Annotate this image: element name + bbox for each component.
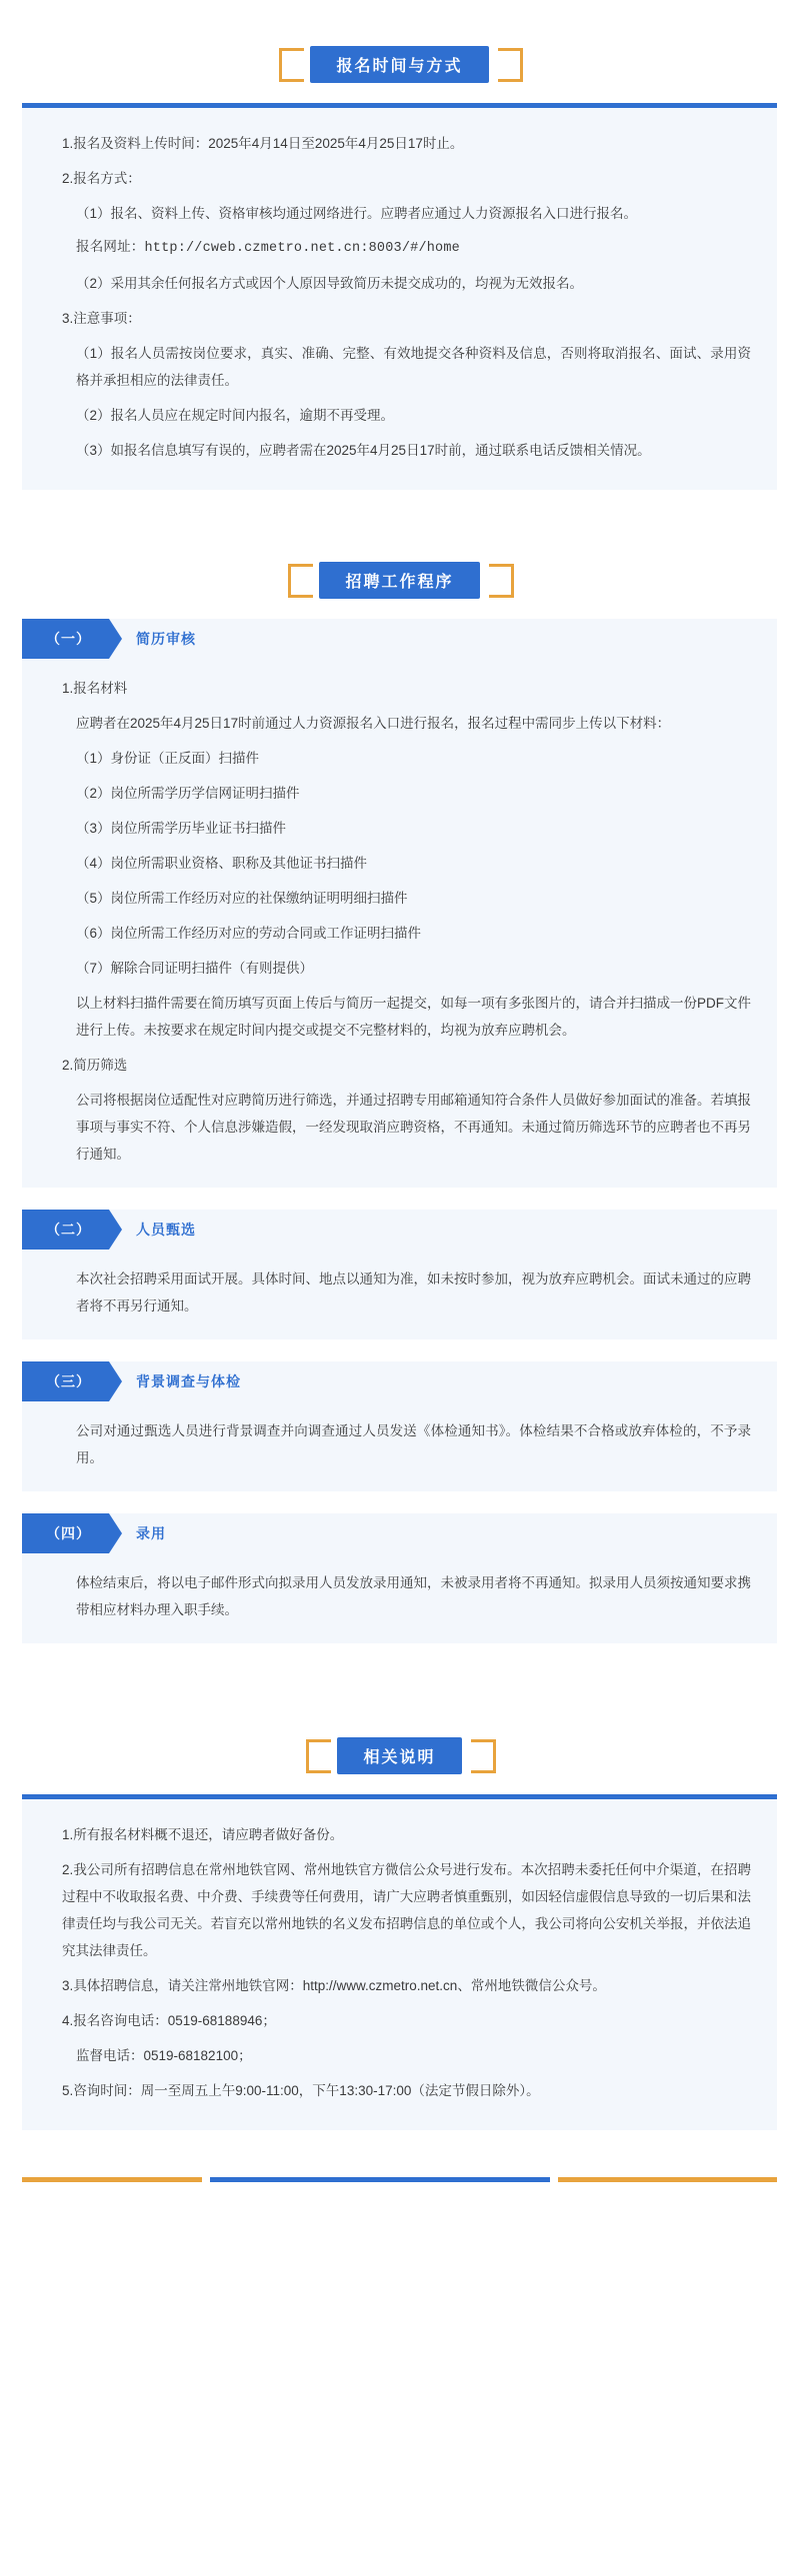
procedure-step-card [22, 1513, 777, 1643]
chevron-right-icon [109, 1513, 122, 1553]
paragraph: 应聘者在2025年4月25日17时前通过人力资源报名入口进行报名，报名过程中需同步上传以下材料： [76, 716, 671, 731]
notes-card [22, 1794, 777, 2130]
paragraph: （6）岗位所需工作经历对应的劳动合同或工作证明扫描件 [76, 926, 422, 941]
registration-card [22, 103, 777, 490]
paragraph: 1.所有报名材料概不退还，请应聘者做好备份。 [62, 1827, 344, 1842]
procedure-step-header [22, 619, 777, 659]
footer-bar-left [22, 2177, 202, 2182]
paragraph: 5.咨询时间：周一至周五上午9:00-11:00，下午13:30-17:00（法定节假日除外）。 [62, 2083, 540, 2098]
section-header-notes [0, 1691, 799, 1786]
procedure-step-body [22, 1250, 777, 1339]
step-number: （二） [22, 1210, 109, 1250]
section-header-procedure [0, 516, 799, 611]
paragraph: 3.注意事项： [62, 311, 141, 326]
paragraph: （2）报名人员应在规定时间内报名，逾期不再受理。 [76, 408, 395, 423]
paragraph: 本次社会招聘采用面试开展。具体时间、地点以通知为准，如未按时参加，视为放弃应聘机会。面试未通过的应聘者将不再另行通知。 [76, 1272, 751, 1313]
paragraph: （2）岗位所需学历学信网证明扫描件 [76, 786, 300, 801]
footer-ornament [0, 2156, 799, 2182]
procedure-step-card [22, 1210, 777, 1339]
paragraph: 2.我公司所有招聘信息在常州地铁官网、常州地铁官方微信公众号进行发布。本次招聘未委托任何中介渠道，在招聘过程中不收取报名费、中介费、手续费等任何费用，请广大应聘者慎重甄别，如因轻信虚假信息导致的一切后果和法律责任均与我公司无关。若盲充以常州地铁的名义发布招聘信息的单位或个人，我公司将向公安机关举报，并依法追究其法律责任。 [62, 1862, 751, 1958]
footer-bar-center [210, 2177, 550, 2182]
paragraph: （1）报名、资料上传、资格审核均通过网络进行。应聘者应通过人力资源报名入口进行报名。 [76, 206, 638, 221]
section-title-notes: 相关说明 [337, 1737, 461, 1774]
bracket-right-ornament [471, 1739, 493, 1773]
bracket-left-ornament [279, 48, 301, 82]
notes-card-body [22, 1799, 777, 2130]
paragraph: 2.报名方式： [62, 171, 141, 186]
section-header-registration [0, 0, 799, 95]
procedure-step-body [22, 659, 777, 1188]
bracket-left-ornament [306, 1739, 328, 1773]
paragraph: 3.具体招聘信息，请关注常州地铁官网：http://www.czmetro.net.cn、常州地铁微信公众号。 [62, 1978, 606, 1993]
footer-bar-right [558, 2177, 777, 2182]
paragraph: 公司将根据岗位适配性对应聘简历进行筛选，并通过招聘专用邮箱通知符合条件人员做好参加面试的准备。若填报事项与事实不符、个人信息涉嫌造假，一经发现取消应聘资格，不再通知。未通过简历筛选环节的应聘者也不再另行通知。 [76, 1093, 751, 1162]
procedure-step-header [22, 1513, 777, 1553]
paragraph: 1.报名及资料上传时间：2025年4月14日至2025年4月25日17时止。 [62, 136, 464, 151]
procedure-step-body [22, 1401, 777, 1491]
procedure-step-body [22, 1553, 777, 1643]
paragraph: （4）岗位所需职业资格、职称及其他证书扫描件 [76, 856, 368, 871]
paragraph: （7）解除合同证明扫描件（有则提供） [76, 961, 314, 976]
procedure-step-header [22, 1361, 777, 1401]
paragraph: （1）报名人员需按岗位要求，真实、准确、完整、有效地提交各种资料及信息，否则将取消报名、面试、录用资格并承担相应的法律责任。 [76, 346, 751, 388]
step-number: （三） [22, 1361, 109, 1401]
paragraph: （3）如报名信息填写有误的，应聘者需在2025年4月25日17时前，通过联系电话反馈相关情况。 [76, 443, 651, 458]
registration-card-body [22, 108, 777, 490]
registration-url-paragraph: 报名网址：http://cweb.czmetro.net.cn:8003/#/home [76, 241, 460, 256]
step-title: 简历审核 [136, 631, 196, 647]
paragraph: 监督电话：0519-68182100； [76, 2048, 252, 2063]
step-title: 录用 [136, 1525, 166, 1541]
procedure-step-header [22, 1210, 777, 1250]
chevron-right-icon [109, 1361, 122, 1401]
step-number: （四） [22, 1513, 109, 1553]
paragraph: （2）采用其余任何报名方式或因个人原因导致简历未提交成功的，均视为无效报名。 [76, 276, 584, 291]
bracket-left-ornament [288, 564, 310, 598]
procedure-step-card [22, 619, 777, 1188]
paragraph: 1.报名材料 [62, 681, 128, 696]
bracket-right-ornament [498, 48, 520, 82]
paragraph: 2.简历筛选 [62, 1058, 128, 1073]
step-title: 人员甄选 [136, 1222, 196, 1238]
paragraph: （3）岗位所需学历毕业证书扫描件 [76, 821, 287, 836]
chevron-right-icon [109, 619, 122, 659]
procedure-step-card [22, 1361, 777, 1491]
paragraph: 体检结束后，将以电子邮件形式向拟录用人员发放录用通知，未被录用者将不再通知。拟录用人员须按通知要求携带相应材料办理入职手续。 [76, 1575, 751, 1617]
chevron-right-icon [109, 1210, 122, 1250]
section-title-registration: 报名时间与方式 [310, 46, 488, 83]
bracket-right-ornament [489, 564, 511, 598]
paragraph: 以上材料扫描件需要在简历填写页面上传后与简历一起提交，如每一项有多张图片的，请合并扫描成一份PDF文件进行上传。未按要求在规定时间内提交或提交不完整材料的，均视为放弃应聘机会。 [76, 996, 751, 1038]
paragraph: 公司对通过甄选人员进行背景调查并向调查通过人员发送《体检通知书》。体检结果不合格或放弃体检的，不予录用。 [76, 1423, 751, 1465]
step-title: 背景调查与体检 [136, 1373, 241, 1389]
paragraph: （1）身份证（正反面）扫描件 [76, 751, 260, 766]
section-title-procedure: 招聘工作程序 [319, 562, 479, 599]
paragraph: （5）岗位所需工作经历对应的社保缴纳证明明细扫描件 [76, 891, 408, 906]
step-number: （一） [22, 619, 109, 659]
paragraph: 4.报名咨询电话：0519-68188946； [62, 2013, 276, 2028]
